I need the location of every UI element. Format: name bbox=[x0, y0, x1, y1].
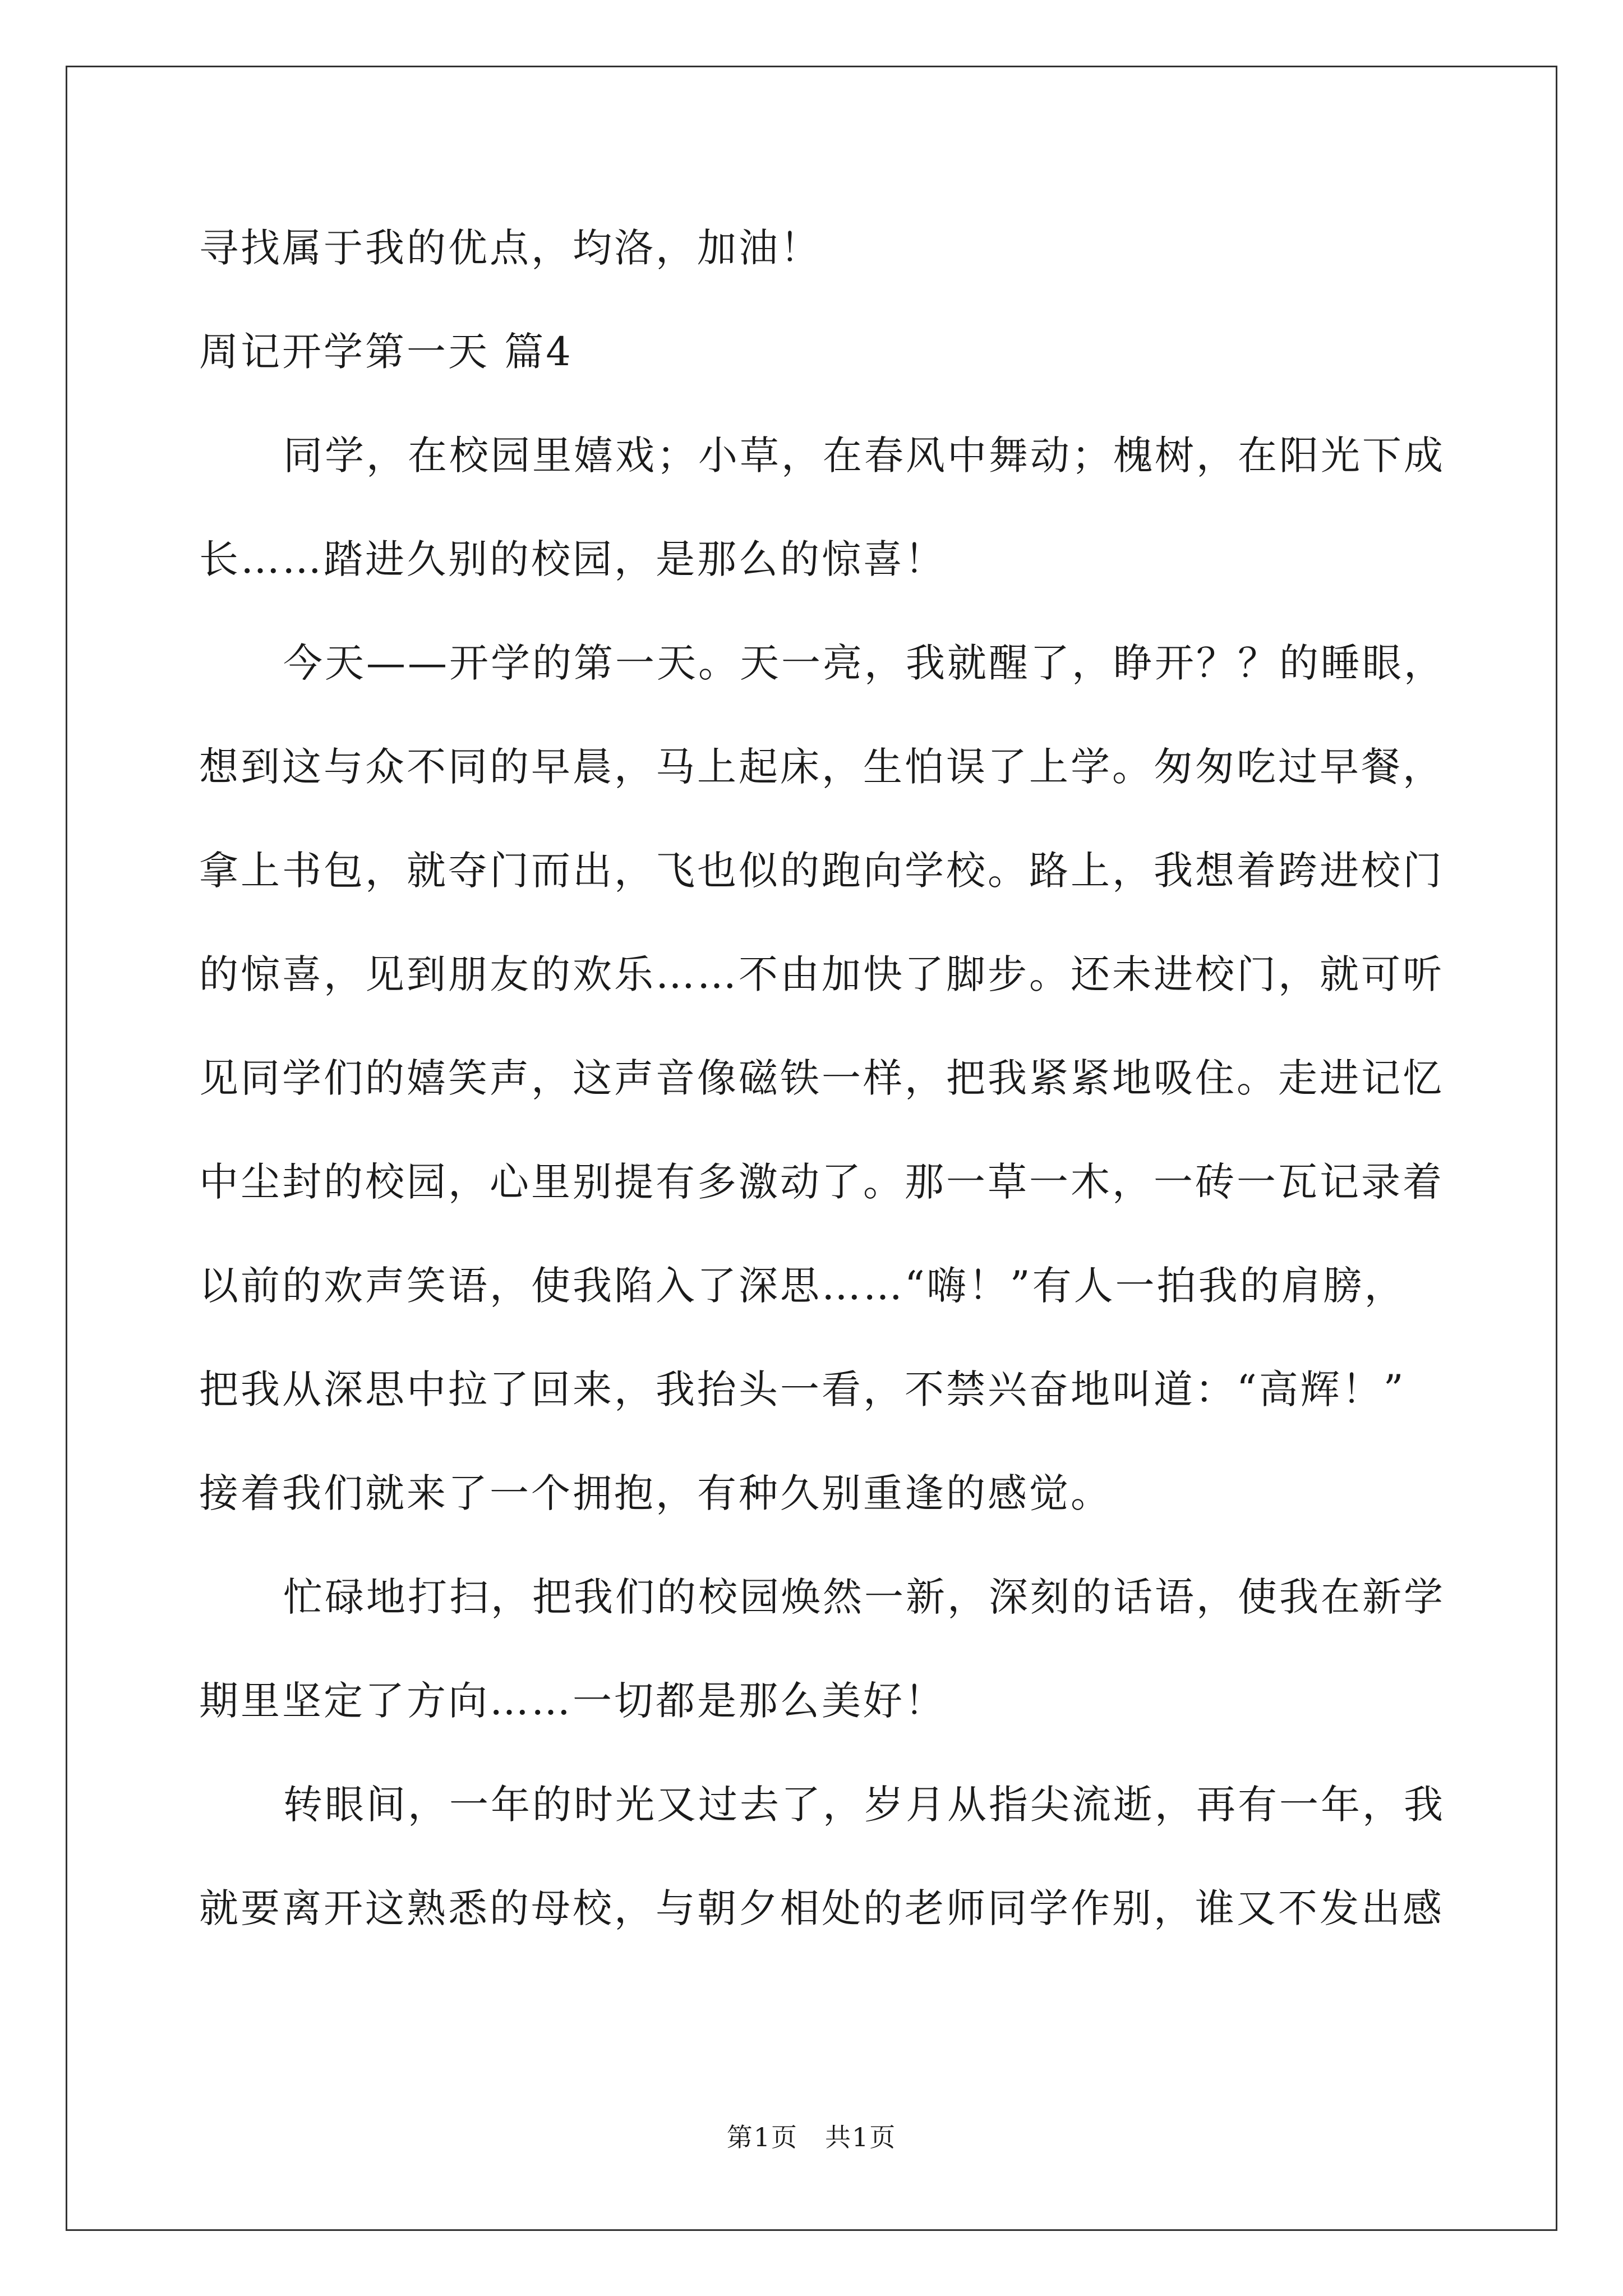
paragraph-line: 期里坚定了方向……一切都是那么美好！ bbox=[199, 1678, 946, 1724]
document-body bbox=[199, 222, 1445, 1935]
paragraph-line: 见同学们的嬉笑声，这声音像磁铁一样，把我紧紧地吸住。走进记忆 bbox=[199, 1055, 1444, 1101]
paragraph-line: 中尘封的校园，心里别提有多激动了。那一草一木，一砖一瓦记录着 bbox=[199, 1159, 1444, 1205]
paragraph-line: 就要离开这熟悉的母校，与朝夕相处的老师同学作别，谁又不发出感 bbox=[199, 1885, 1444, 1931]
text-line: 寻找属于我的优点，均洛，加油！ bbox=[199, 225, 822, 271]
page-footer: 第1页 共1页 bbox=[726, 2122, 897, 2152]
paragraph-line: 拿上书包，就夺门而出，飞也似的跑向学校。路上，我想着跨进校门 bbox=[199, 848, 1444, 894]
paragraph-line: 以前的欢声笑语，使我陷入了深思……“嗨！”有人一拍我的肩膀， bbox=[199, 1263, 1406, 1309]
paragraph-line: 把我从深思中拉了回来，我抬头一看，不禁兴奋地叫道：“高辉！” bbox=[199, 1366, 1406, 1412]
paragraph-line: 想到这与众不同的早晨，马上起床，生怕误了上学。匆匆吃过早餐， bbox=[199, 744, 1444, 790]
paragraph-line: 长……踏进久别的校园，是那么的惊喜！ bbox=[199, 536, 946, 582]
section-heading: 周记开学第一天 篇4 bbox=[199, 329, 573, 375]
paragraph-line: 今天——开学的第一天。天一亮，我就醒了，睁开？？的睡眼， bbox=[283, 640, 1445, 686]
paragraph-line: 忙碌地打扫，把我们的校园焕然一新，深刻的话语，使我在新学 bbox=[283, 1574, 1445, 1620]
paragraph-line: 转眼间，一年的时光又过去了，岁月从指尖流逝，再有一年，我 bbox=[283, 1782, 1445, 1828]
paragraph-line: 的惊喜，见到朋友的欢乐……不由加快了脚步。还未进校门，就可听 bbox=[199, 951, 1444, 997]
paragraph-line: 同学，在校园里嬉戏；小草，在春风中舞动；槐树，在阳光下成 bbox=[283, 432, 1445, 478]
paragraph-line: 接着我们就来了一个拥抱，有种久别重逢的感觉。 bbox=[199, 1470, 1112, 1516]
